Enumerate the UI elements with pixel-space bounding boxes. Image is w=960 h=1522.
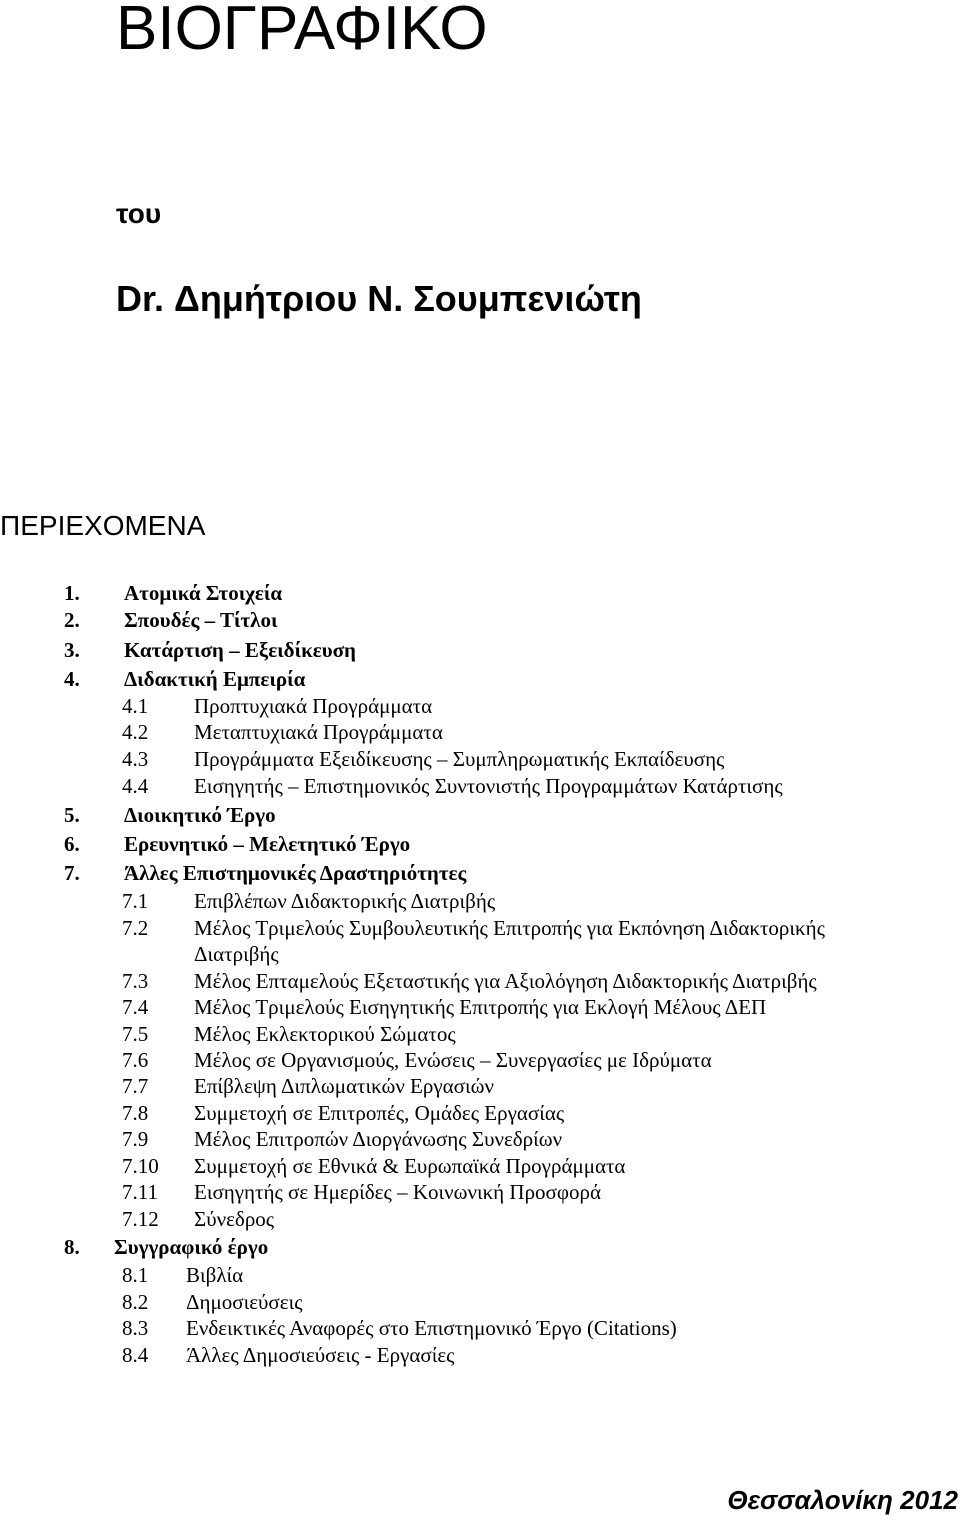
toc-item-label: Μέλος Τριμελούς Συμβουλευτικής Επιτροπής για Εκπόνηση Διδακτορικής (194, 916, 825, 940)
toc-item-number: 7. (64, 861, 80, 885)
document-title: ΒΙΟΓΡΑΦΙΚΟ (116, 0, 488, 63)
toc-item-label: Ατομικά Στοιχεία (124, 581, 283, 605)
toc-item-number: 7.6 (122, 1048, 149, 1072)
toc-item-number: 7.8 (122, 1101, 149, 1125)
toc-item-number: 7.11 (122, 1180, 158, 1204)
toc-item-label: Εισηγητής σε Ημερίδες – Κοινωνική Προσφορά (194, 1180, 601, 1204)
toc-item-label-continuation: Διατριβής (194, 942, 279, 966)
toc-item-number: 4.1 (122, 694, 149, 718)
toc-item-label: Μέλος Επταμελούς Εξεταστικής για Αξιολόγηση Διδακτορικής Διατριβής (194, 969, 817, 993)
toc-item-number: 7.3 (122, 969, 149, 993)
toc-item-label: Διδακτική Εμπειρία (124, 667, 306, 691)
toc-item-label: Συγγραφικό έργο (114, 1235, 269, 1259)
toc-item-number: 8.3 (122, 1316, 149, 1340)
toc-item-number: 7.10 (122, 1154, 159, 1178)
toc-item-label: Διοικητικό Έργο (124, 803, 276, 827)
toc-item-number: 1. (64, 581, 80, 605)
toc-item-label: Μέλος Εκλεκτορικού Σώματος (194, 1022, 456, 1046)
toc-item-label: Συμμετοχή σε Επιτροπές, Ομάδες Εργασίας (194, 1101, 565, 1125)
toc-item-label: Επιβλέπων Διδακτορικής Διατριβής (194, 889, 496, 913)
toc-item-number: 7.4 (122, 995, 149, 1019)
toc-item-label: Συμμετοχή σε Εθνικά & Ευρωπαϊκά Προγράμματα (194, 1154, 626, 1178)
toc-item-label: Μέλος Επιτροπών Διοργάνωσης Συνεδρίων (194, 1127, 563, 1151)
toc-item-label: Δημοσιεύσεις (186, 1290, 303, 1314)
toc-item-label: Κατάρτιση – Εξειδίκευση (124, 638, 356, 662)
toc-item-label: Ερευνητικό – Μελετητικό Έργο (124, 832, 411, 856)
author-name: Dr. Δημήτριου Ν. Σουμπενιώτη (116, 278, 642, 319)
toc-item-number: 6. (64, 832, 80, 856)
toc-item-number: 7.7 (122, 1074, 149, 1098)
subtitle-of: του (116, 198, 162, 229)
toc-item-number: 2. (64, 608, 80, 632)
toc-item-number: 8.4 (122, 1343, 149, 1367)
toc-item-number: 7.2 (122, 916, 149, 940)
toc-item-label: Εισηγητής – Επιστημονικός Συντονιστής Προγραμμάτων Κατάρτισης (194, 774, 783, 798)
toc-item-label: Ενδεικτικές Αναφορές στο Επιστημονικό Έργο (Citations) (186, 1316, 677, 1340)
toc-item-number: 4. (64, 667, 80, 691)
toc-item-number: 7.9 (122, 1127, 149, 1151)
toc-item-label: Σύνεδρος (194, 1207, 275, 1231)
toc-heading: ΠΕΡΙΕΧΟΜΕΝΑ (0, 510, 206, 541)
toc-item-number: 7.1 (122, 889, 149, 913)
toc-item-number: 4.2 (122, 720, 149, 744)
toc-item-number: 4.4 (122, 774, 149, 798)
place-and-year: Θεσσαλονίκη 2012 (727, 1485, 958, 1515)
toc-item-number: 8.2 (122, 1290, 149, 1314)
toc-item-label: Προπτυχιακά Προγράμματα (194, 694, 433, 718)
toc-item-number: 8. (64, 1235, 80, 1259)
toc-item-number: 7.5 (122, 1022, 149, 1046)
toc-item-label: Άλλες Δημοσιεύσεις - Εργασίες (186, 1343, 455, 1367)
toc-item-number: 8.1 (122, 1263, 149, 1287)
toc-item-number: 7.12 (122, 1207, 159, 1231)
toc-item-label: Προγράμματα Εξειδίκευσης – Συμπληρωματικής Εκπαίδευσης (194, 747, 725, 771)
toc-item-label: Επίβλεψη Διπλωματικών Εργασιών (194, 1074, 494, 1098)
toc-item-number: 4.3 (122, 747, 149, 771)
toc-item-label: Μέλος σε Οργανισμούς, Ενώσεις – Συνεργασίες με Ιδρύματα (194, 1048, 712, 1072)
toc-item-number: 3. (64, 638, 80, 662)
toc-item-label: Μεταπτυχιακά Προγράμματα (194, 720, 443, 744)
toc-item-number: 5. (64, 803, 80, 827)
toc-item-label: Βιβλία (186, 1263, 244, 1287)
toc-item-label: Άλλες Επιστημονικές Δραστηριότητες (124, 861, 467, 885)
toc-item-label: Σπουδές – Τίτλοι (124, 608, 278, 632)
toc-item-label: Μέλος Τριμελούς Εισηγητικής Επιτροπής για Εκλογή Μέλους ΔΕΠ (194, 995, 767, 1019)
